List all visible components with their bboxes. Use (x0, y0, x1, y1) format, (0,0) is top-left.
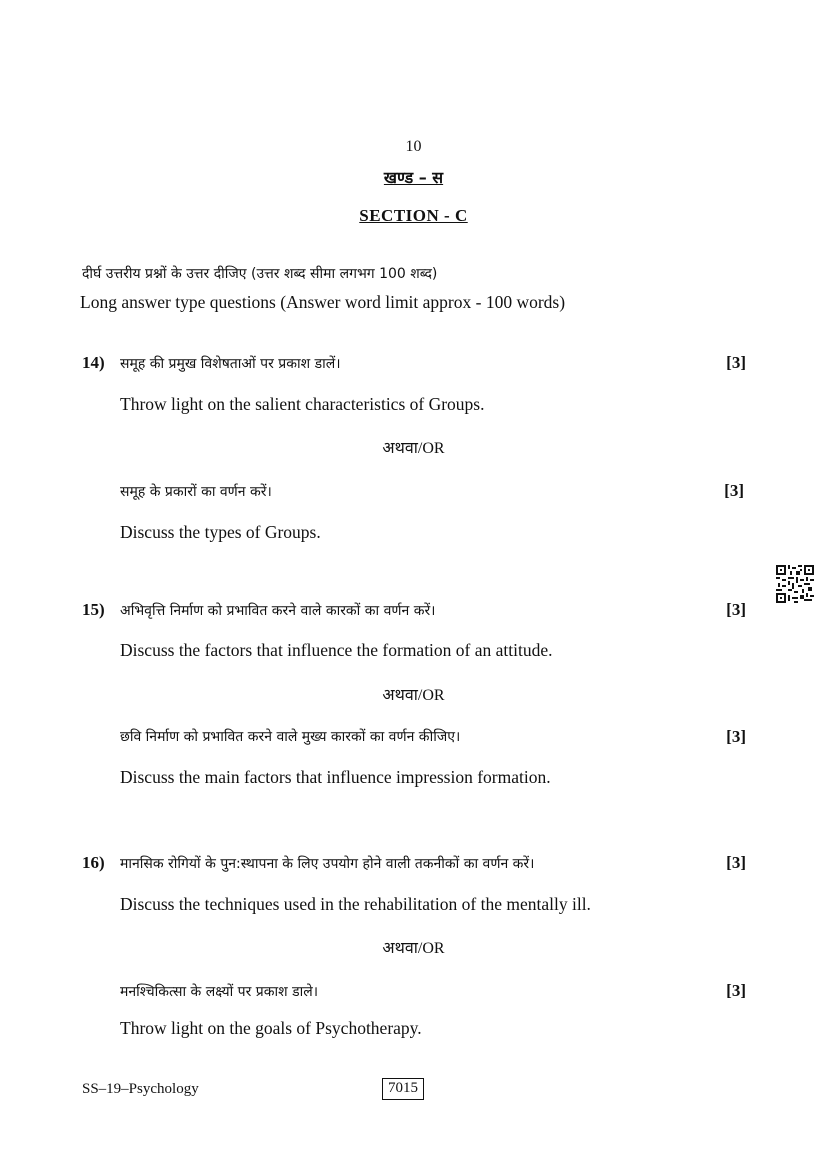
marks-badge: [3] (726, 353, 746, 372)
marks-badge: [3] (726, 727, 746, 746)
question-hindi: अभिवृत्ति निर्माण को प्रभावित करने वाले कारकों का वर्णन करें। (120, 603, 436, 619)
question-number: 15) (82, 600, 105, 619)
question-alt-english: Discuss the main factors that influence impression formation. (120, 767, 551, 787)
section-title-english: SECTION - C (359, 206, 468, 225)
question-alt-english: Discuss the types of Groups. (120, 522, 321, 542)
section-title-hindi-text: खण्ड – स (383, 168, 444, 187)
footer-paper-code: SS–19–Psychology (82, 1081, 199, 1097)
question-number: 16) (82, 853, 105, 872)
question-number: 14) (82, 353, 105, 372)
question-alt-hindi: समूह के प्रकारों का वर्णन करें। (120, 484, 272, 500)
or-label: अथवा/OR (382, 940, 445, 957)
or-label: अथवा/OR (382, 687, 445, 704)
instructions-hindi: दीर्घ उत्तरीय प्रश्नों के उत्तर दीजिए (उत्तर शब्द सीमा लगभग 100 शब्द) (82, 266, 438, 282)
marks-badge: [3] (724, 481, 744, 500)
or-separator (0, 936, 827, 958)
qr-code-icon (776, 565, 814, 603)
question-alt-english: Throw light on the goals of Psychotherapy. (120, 1018, 422, 1038)
marks-badge: [3] (726, 981, 746, 1000)
marks-badge: [3] (726, 600, 746, 619)
question-alt-hindi: छवि निर्माण को प्रभावित करने वाले मुख्य कारकों का वर्णन कीजिए। (120, 729, 461, 745)
instructions-english: Long answer type questions (Answer word limit approx - 100 words) (80, 292, 566, 312)
or-label: अथवा/OR (382, 440, 445, 457)
question-english: Discuss the techniques used in the rehabilitation of the mentally ill. (120, 894, 591, 914)
or-separator (0, 683, 827, 705)
marks-badge: [3] (726, 853, 746, 872)
page-number: 10 (405, 138, 422, 155)
question-hindi: मानसिक रोगियों के पुन:स्थापना के लिए उपयोग होने वाली तकनीकों का वर्णन करें। (120, 856, 535, 872)
section-title-hindi (0, 166, 827, 188)
or-separator (0, 436, 827, 458)
question-alt-hindi: मनश्चिकित्सा के लक्ष्यों पर प्रकाश डाले। (120, 984, 319, 1000)
footer-booklet-code: 7015 (382, 1078, 424, 1100)
question-hindi: समूह की प्रमुख विशेषताओं पर प्रकाश डालें। (120, 356, 341, 372)
question-english: Throw light on the salient characteristics of Groups. (120, 394, 485, 414)
question-english: Discuss the factors that influence the formation of an attitude. (120, 640, 553, 660)
